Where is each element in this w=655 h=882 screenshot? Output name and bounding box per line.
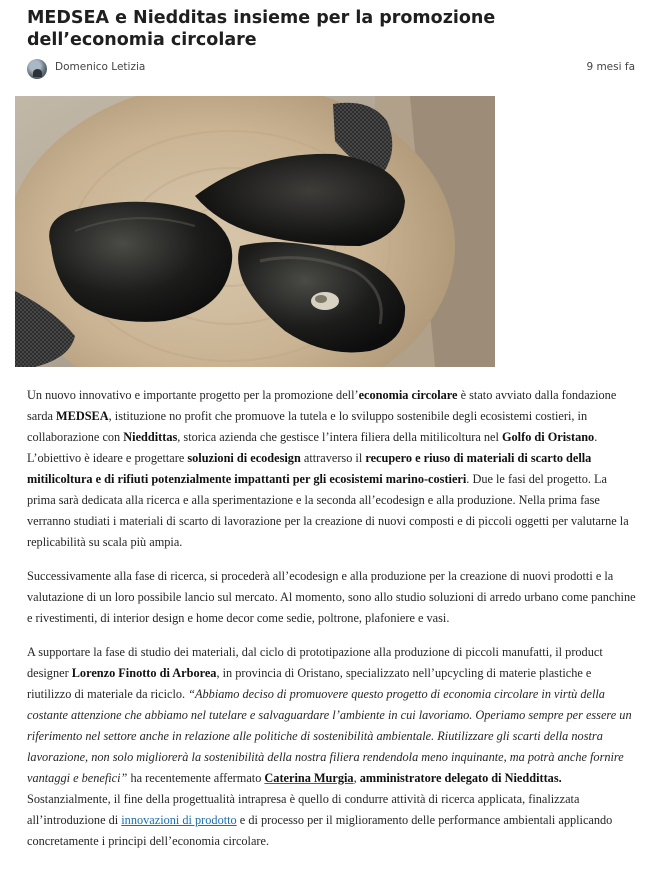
keyword-ecodesign: soluzioni di ecodesign: [187, 451, 301, 465]
article-meta: [27, 59, 635, 81]
ceo-title: amministratore delegato di Nieddittas.: [359, 771, 562, 785]
keyword-economia-circolare: economia circolare: [358, 388, 458, 402]
article-body: [27, 385, 637, 865]
article-paragraph-3: A supportare la fase di studio dei materiali, dal ciclo di prototipazione alla produzione di piccoli manufatti, il product designer Lorenzo Finotto di Arborea, in provincia di Oristano, specializzato nell’upcycling di materie plastiche e riutilizzo di materiale da riciclo. “Abbiamo deciso di promuovere questo progetto di economia circolare in virtù della costante attenzione che abbiamo nel tutelare e salvaguardare l’ambiente in cui lavoriamo. Operiamo sempre per essere un riferimento nel settore anche in relazione alle politiche di sostenibilità ambientale. Riutilizzare gli scarti della nostra lavorazione, non solo migliorerà la sostenibilità della nostra filiera rendendola meno inquinante, ma potrà anche fornire vantaggi e benefici” ha recentemente affermato Caterina Murgia, amministratore delegato di Nieddittas. Sostanzialmente, il fine della progettualità intrapresa è quello di condurre attività di ricerca applicata, finalizzata all’introduzione di innovazioni di prodotto e di processo per il miglioramento delle performance ambientali applicando concretamente i principi dell’economia circolare.: [27, 645, 632, 848]
quote-text: “Abbiamo deciso di promuovere questo progetto di economia circolare in virtù della costante attenzione che abbiamo nel tutelare e salvaguardare l’ambiente in cui lavoriamo. Operiamo sempre per essere un riferimento nel settore anche in relazione alle politiche di sostenibilità ambientale. Riutilizzare gli scarti della nostra lavorazione, non solo migliorerà la sostenibilità della nostra filiera rendendola meno inquinante, ma potrà anche fornire vantaggi e benefici”: [27, 687, 632, 785]
link-caterina-murgia[interactable]: Caterina Murgia: [264, 771, 354, 785]
author-name[interactable]: Domenico Letizia: [55, 61, 146, 73]
link-innovazioni-di-prodotto[interactable]: innovazioni di prodotto: [121, 813, 237, 827]
author-avatar[interactable]: [27, 59, 47, 79]
keyword-recupero-riuso: recupero e riuso di materiali di scarto della mitilicoltura e di rifiuti potenzialmente impattanti per gli ecosistemi marino-costieri: [27, 451, 592, 486]
article-paragraph-1: Un nuovo innovativo e importante progetto per la promozione dell’economia circolare è stato avviato dalla fondazione sarda MEDSEA, istituzione no profit che promuove la tutela e lo sviluppo sostenibile degli ecosistemi costieri, in collaborazione con Nieddittas, storica azienda che gestisce l’intera filiera della mitilicoltura nel Golfo di Oristano. L’obiettivo è ideare e progettare soluzioni di ecodesign attraverso il recupero e riuso di materiali di scarto della mitilicoltura e di rifiuti potenzialmente impattanti per gli ecosistemi marino-costieri. Due le fasi del progetto. La prima sarà dedicata alla ricerca e alla sperimentazione e la seconda all’ecodesign e alla produzione. Nella prima fase verranno studiati i materiali di scarto di lavorazione per la creazione di nuovi composti e di piccoli oggetti per valutarne la replicabilità su scala più ampia.: [27, 388, 629, 549]
article-photo: [15, 96, 495, 367]
keyword-golfo-di-oristano: Golfo di Oristano: [501, 430, 595, 444]
article-paragraph-2: Successivamente alla fase di ricerca, si procederà all’ecodesign e alla produzione per la creazione di nuovi prodotti e la valutazione di un loro possibile lancio sul mercato. Al momento, sono allo studio soluzioni di arredo urbano come panchine e rivestimenti, di interior design e home decor come sedie, poltrone, plafoniere e vasi.: [27, 569, 636, 625]
article-title: MEDSEA e Niedditas insieme per la promozione dell’economia circolare: [27, 8, 496, 50]
publish-time: 9 mesi fa: [586, 61, 635, 73]
keyword-medsea: MEDSEA: [56, 409, 109, 423]
designer-name: Lorenzo Finotto di Arborea: [71, 666, 217, 680]
keyword-nieddittas: Nieddittas: [123, 430, 178, 444]
